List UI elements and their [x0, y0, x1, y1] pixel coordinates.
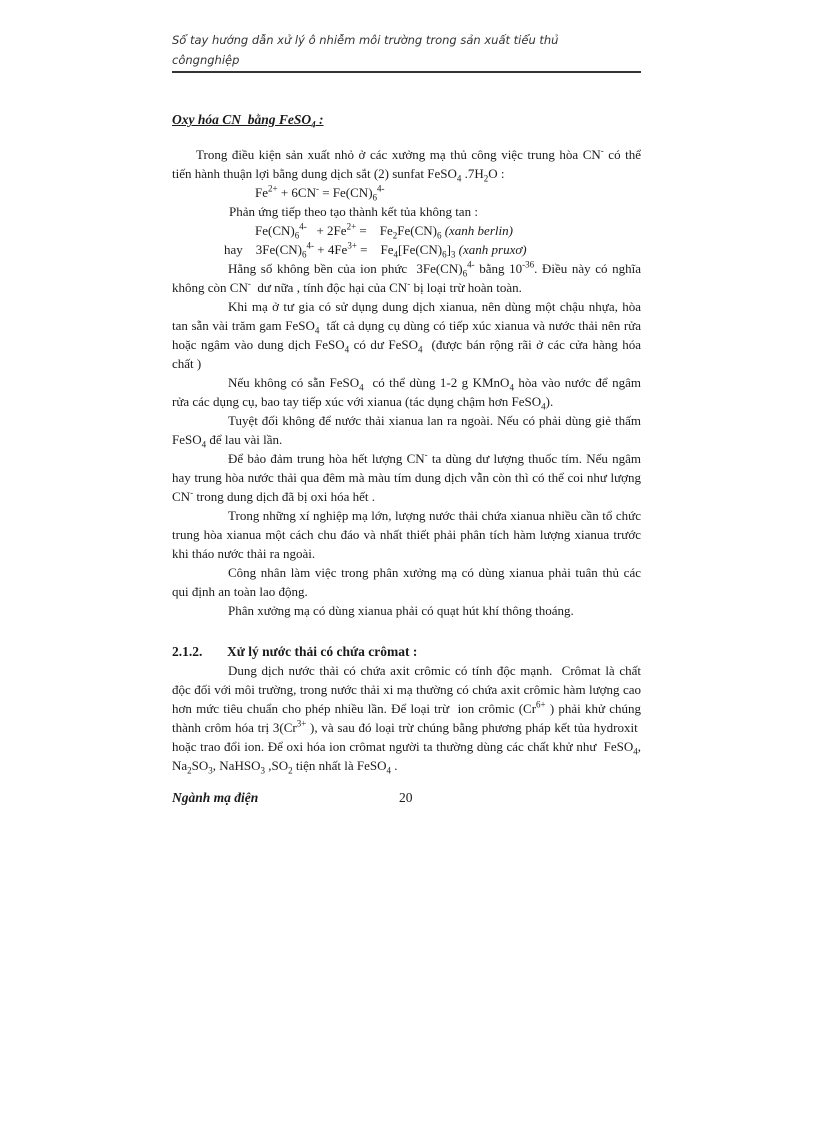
paragraph-3: Hằng số không bền của ion phức $3Fe(CN)_6^{4-}$ bằng $10^{-36}$. Điều này có nghĩa không còn CN- dư nữa , tính độc hại của CN- bị loại trừ hoàn toàn. — [172, 259, 641, 295]
paragraph-8: Trong những xí nghiệp mạ lớn, lượng nước thải chứa xianua nhiều cần tổ chức trung hòa xianua một cách chu đáo và nhất thiết phải phân tích hàm lượng xianua trước khi tháo nước thải ra ngoài. — [172, 508, 641, 561]
equation-1: $Fe^{2+} + 6CN^- = Fe(CN)_6^{4-}$ — [255, 183, 385, 203]
paragraph-10: Phân xưởng mạ có dùng xianua phải có quạt hút khí thông thoáng. — [228, 603, 574, 618]
header-rule — [172, 71, 641, 73]
equation-3: hay $3Fe(CN)_6^{4-} + 4Fe^{3+}$ = $Fe_4[Fe(CN)_6]_3$ (xanh pruxơ) — [224, 240, 527, 260]
footer-book-title: Ngành mạ điện — [172, 790, 259, 805]
paragraph-5: Nếu không có sẵn FeSO$_4$ có thể dùng 1-2 g KMnO$_4$ hòa vào nước để ngâm rửa các dụng cụ, bao tay tiếp xúc với xianua (tác dụng chậm hơn FeSO$_4$). — [172, 375, 641, 412]
section-heading-title: Xử lý nước thải có chứa crômat : — [227, 644, 418, 659]
paragraph-6: Tuyệt đối không để nước thải xianua lan ra ngoài. Nếu có phải dùng giẻ thấm FeSO$_4$ để lau vài lần. — [172, 413, 641, 450]
page-content — [172, 110, 641, 775]
header-line-1: Sổ tay hướng dẫn xử lý ô nhiễm môi trường trong sản xuất tiểu thủ — [172, 33, 559, 47]
section-title: Oxy hóa CN bằng FeSO$_4$ : — [172, 112, 324, 130]
section-heading-2-1-2 — [172, 642, 641, 661]
section2-paragraph-1: Dung dịch nước thải có chứa axit crômic có tính độc mạnh. Crômat là chất độc đối với môi trường, trong nước thải xi mạ thường có chứa axit crômic hàm lượng cao hơn mức tiêu chuẩn cho phép nhiều lần. Để loại trừ ion crômic ($Cr^{6+}$ ) phải khử chúng thành crôm hóa trị $3(Cr^{3+}$ ), và sau đó loại trừ chúng bằng phương pháp kết tủa hydroxit hoặc trao đổi ion. Để oxi hóa ion crômat người ta thường dùng các chất khử như FeSO$_4$, $Na_2SO_3$, NaHSO$_3$ $,SO_2$ tiện nhất là FeSO$_4$ . — [172, 663, 642, 776]
page-number: 20 — [399, 790, 413, 805]
section-number: 2.1.2. — [172, 644, 203, 659]
paragraph-1: Trong điều kiện sản xuất nhỏ ở các xưởng mạ thủ công việc trung hòa CN- có thể tiến hành thuận lợi bằng dung dịch sắt (2) sunfat FeSO$_4$ $.7H_2O$ : — [172, 145, 642, 184]
paragraph-9: Công nhân làm việc trong phân xưởng mạ có dùng xianua phải tuân thủ các qui định an toàn lao động. — [172, 565, 641, 599]
equation-2: $Fe(CN)_6^{4-} + 2Fe^{2+}$ = $Fe_2Fe(CN)_6$ (xanh berlin) — [255, 221, 513, 241]
header-line-2: côngnghiệp — [172, 53, 240, 67]
running-header — [172, 30, 640, 70]
paragraph-4: Khi mạ ở tư gia có sử dụng dung dịch xianua, nên dùng một chậu nhựa, hòa tan sẵn vài trăm gam FeSO$_4$ tất cả dụng cụ dùng có tiếp xúc xianua và nước thải nên rửa hoặc ngâm vào dung dịch FeSO$_4$ có dư FeSO$_4$ (được bán rộng rãi ở các cửa hàng hóa chất ) — [172, 299, 642, 371]
paragraph-7: Để bảo đảm trung hòa hết lượng CN- ta dùng dư lượng thuốc tím. Nếu ngâm hay trung hòa nước thải qua đêm mà màu tím dung dịch vẫn còn thì có thể coi như lượng CN- trong dung dịch đã bị oxi hóa hết . — [172, 449, 642, 504]
paragraph-2: Phản ứng tiếp theo tạo thành kết tủa không tan : — [229, 204, 478, 219]
